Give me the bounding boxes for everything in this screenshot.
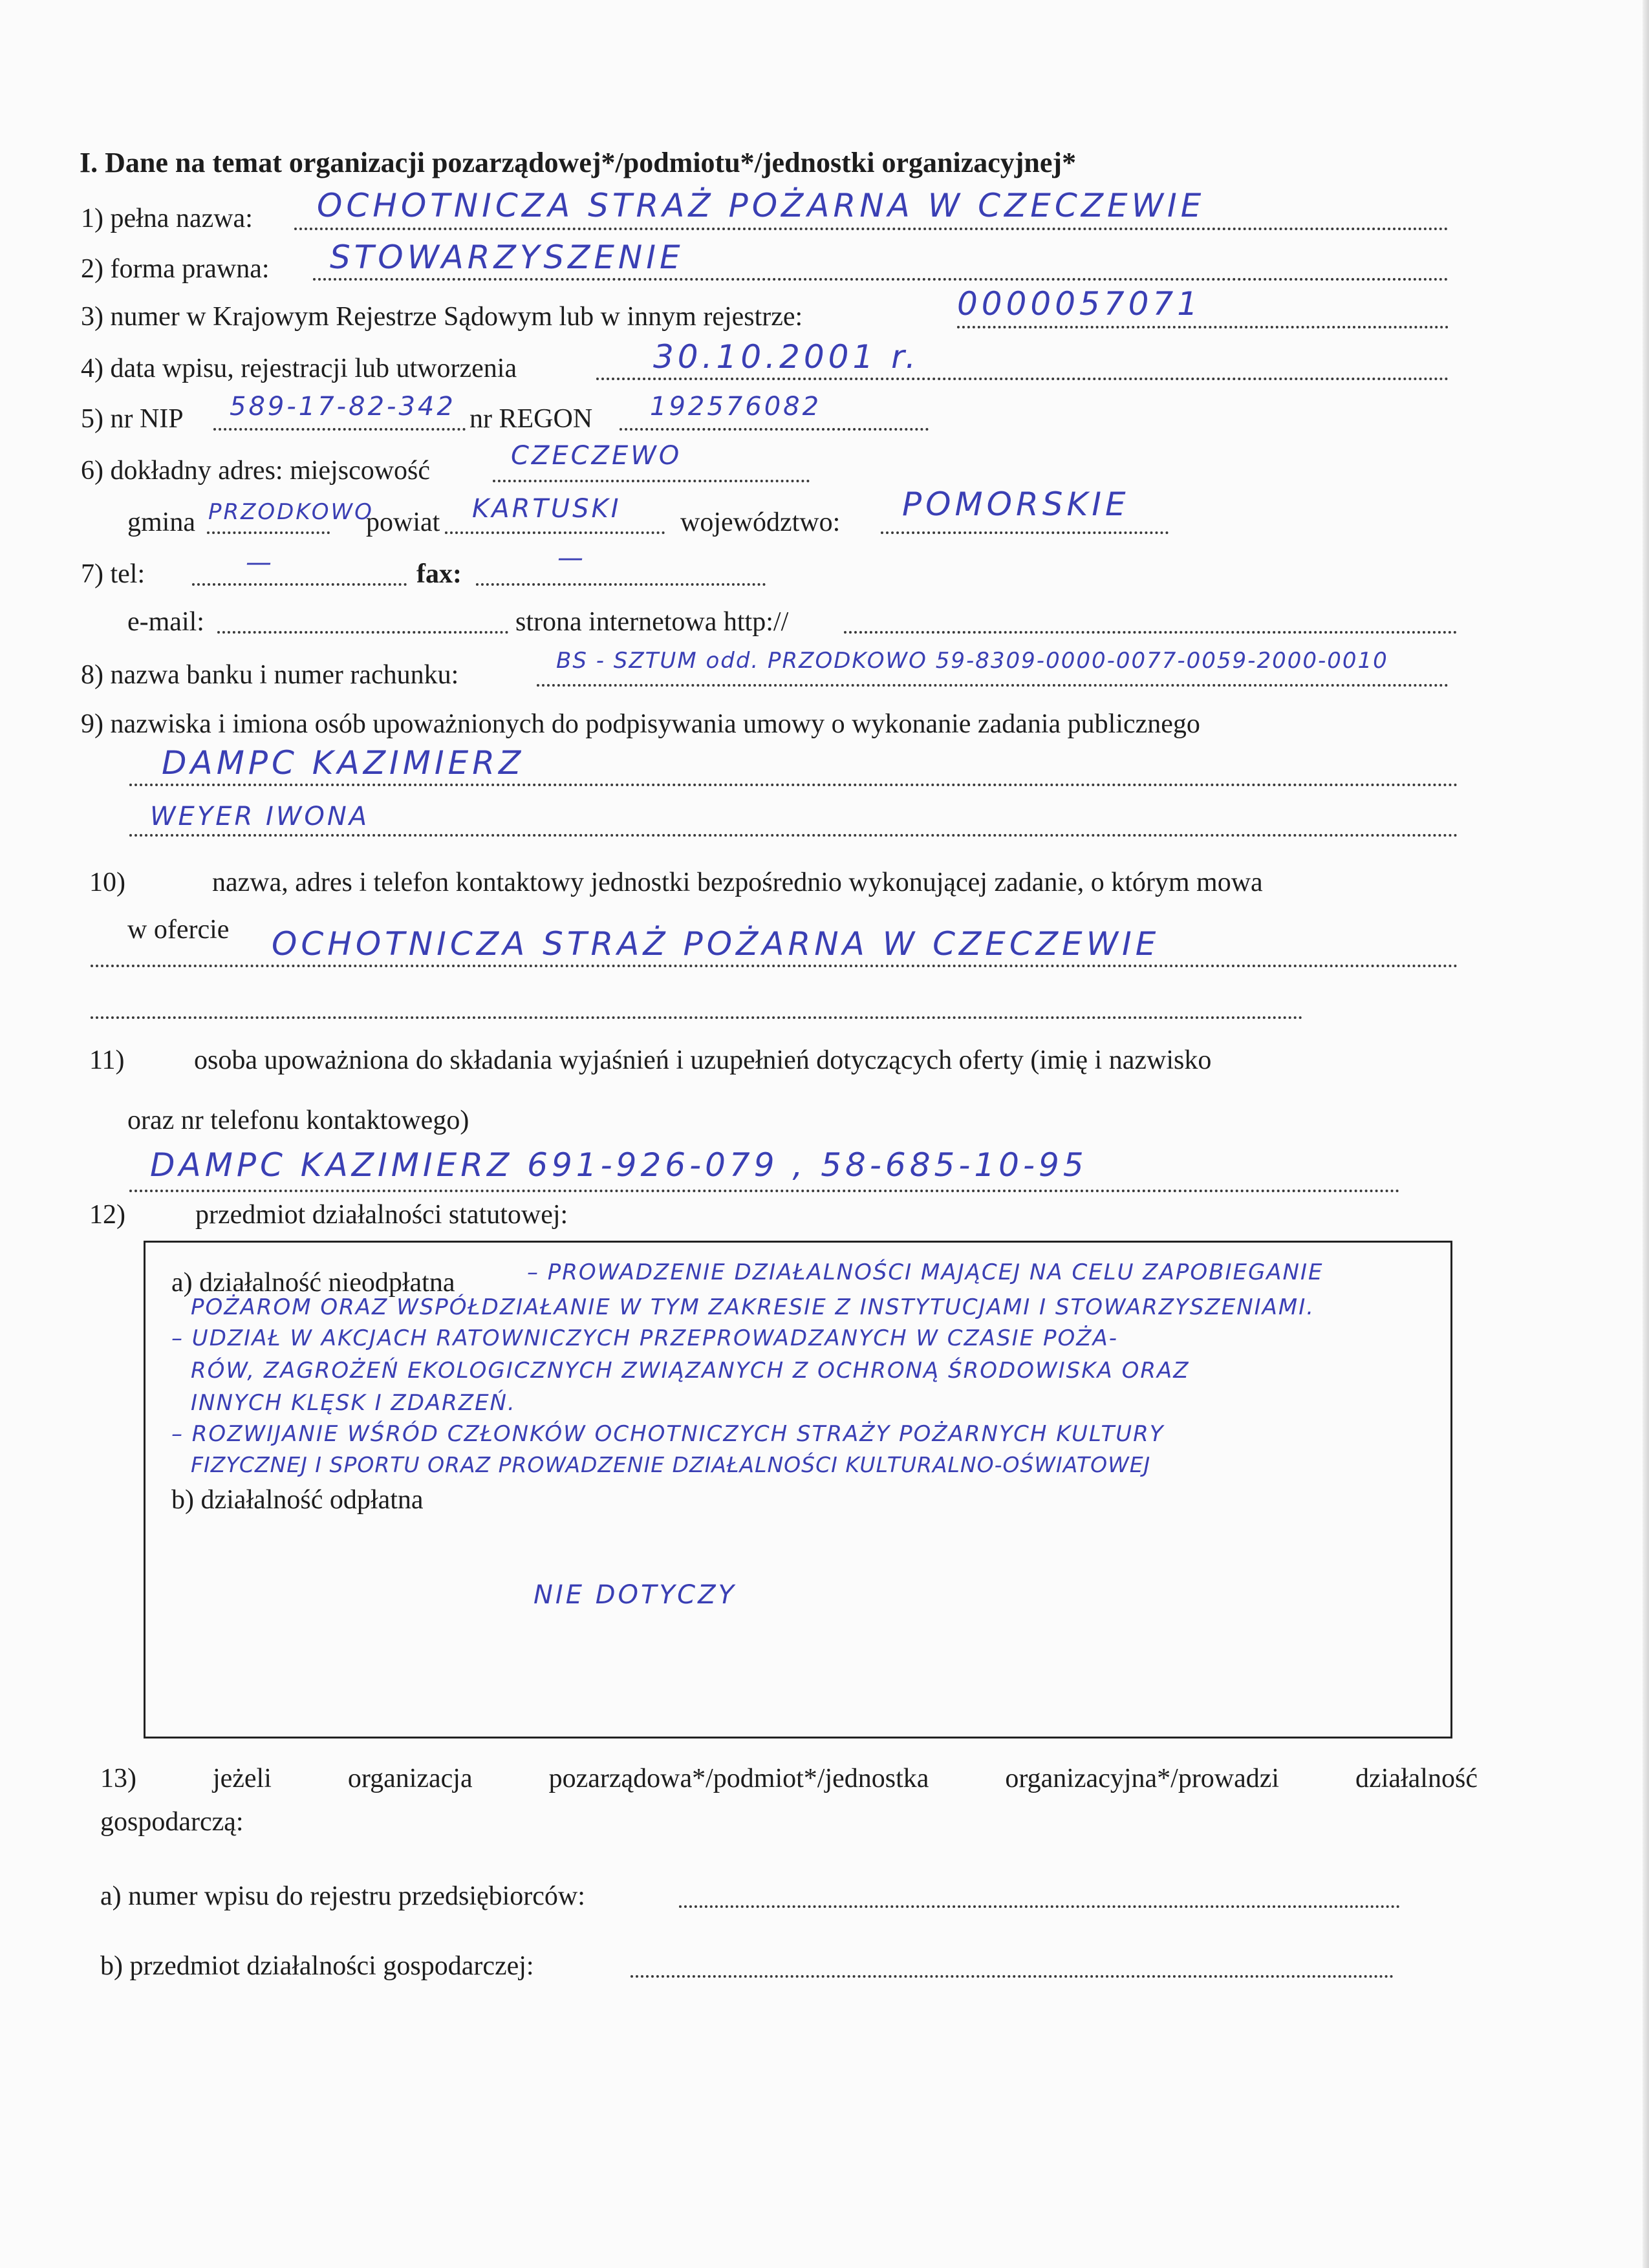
field-12a-line-1[interactable]: – PROWADZENIE DZIAŁALNOŚCI MAJĄCEJ NA CELU ZAPOBIEGANIE: [527, 1259, 1324, 1285]
field-12-number: 12): [89, 1200, 125, 1230]
field-9-person-1[interactable]: DAMPC KAZIMIERZ: [162, 744, 525, 782]
field-6-powiat-value[interactable]: KARTUSKI: [472, 494, 621, 524]
field-6-powiat-line: [445, 531, 665, 534]
field-5-nip-label: 5) nr NIP: [81, 404, 184, 434]
field-2-label: 2) forma prawna:: [81, 254, 270, 284]
field-6-miejscowosc-line: [493, 480, 810, 482]
field-4-label: 4) data wpisu, rejestracji lub utworzenia: [81, 354, 517, 383]
field-2-value[interactable]: STOWARZYSZENIE: [330, 239, 684, 276]
statutory-activity-box: [144, 1241, 1452, 1738]
field-13-word: organizacja: [347, 1764, 473, 1793]
field-6-miejscowosc-value[interactable]: CZECZEWO: [511, 441, 682, 471]
field-7-www-line[interactable]: [844, 631, 1457, 634]
field-12a-line-2[interactable]: POŻAROM ORAZ WSPÓŁDZIAŁANIE W TYM ZAKRESIE Z INSTYTUCJAMI I STOWARZYSZENIAMI.: [191, 1294, 1315, 1320]
field-6-woj-value[interactable]: POMORSKIE: [902, 486, 1130, 523]
field-3-line: [957, 326, 1449, 328]
field-12b-value[interactable]: NIE DOTYCZY: [534, 1580, 737, 1610]
field-7-email-label: e-mail:: [127, 607, 204, 637]
field-5-regon-label: nr REGON: [469, 404, 593, 434]
field-13a-line[interactable]: [679, 1905, 1400, 1908]
field-7-email-line[interactable]: [217, 631, 508, 634]
field-6-gmina-label: gmina: [127, 508, 195, 537]
field-8-value[interactable]: BS - SZTUM odd. PRZODKOWO 59-8309-0000-0077-0059-2000-0010: [556, 648, 1388, 674]
field-5-nip-value[interactable]: 589-17-82-342: [230, 392, 456, 422]
field-6-powiat-label: powiat: [366, 508, 440, 537]
field-6-woj-label: województwo:: [680, 508, 841, 537]
field-13-word: pozarządowa*/podmiot*/jednostka: [548, 1764, 929, 1793]
field-9-label: 9) nazwiska i imiona osób upoważnionych do podpisywania umowy o wykonanie zadania publicznego: [81, 709, 1200, 739]
field-11-text: osoba upoważniona do składania wyjaśnień i uzupełnień dotyczących oferty (imię i nazwisko: [194, 1045, 1212, 1075]
field-7-fax-value[interactable]: —: [557, 543, 586, 573]
field-1-value[interactable]: OCHOTNICZA STRAŻ POŻARNA W CZECZEWIE: [317, 187, 1205, 224]
field-7-fax-label: fax:: [416, 559, 462, 589]
field-12a-line-3[interactable]: – UDZIAŁ W AKCJACH RATOWNICZYCH PRZEPROWADZANYCH W CZASIE POŻA-: [171, 1325, 1119, 1351]
field-3-value[interactable]: 0000057071: [957, 285, 1202, 323]
field-5-nip-line: [213, 428, 466, 431]
field-9-line-2: [129, 834, 1458, 837]
field-12a-line-5[interactable]: INNYCH KLĘSK I ZDARZEŃ.: [191, 1390, 516, 1416]
field-13-word: 13): [100, 1764, 136, 1793]
field-13-word: działalność: [1355, 1764, 1478, 1793]
field-8-line: [537, 684, 1449, 687]
field-10-number: 10): [89, 868, 125, 897]
field-11-number: 11): [89, 1045, 125, 1075]
field-11-value[interactable]: DAMPC KAZIMIERZ 691-926-079 , 58-685-10-95: [150, 1146, 1088, 1184]
field-11-line: [129, 1190, 1400, 1192]
field-5-regon-line: [620, 428, 929, 431]
field-4-line: [596, 378, 1449, 380]
field-13a-label: a) numer wpisu do rejestru przedsiębiorców:: [100, 1881, 585, 1911]
section-title: I. Dane na temat organizacji pozarządowej*/podmiotu*/jednostki organizacyjnej*: [80, 147, 1077, 178]
field-7-fax-line: [476, 583, 766, 586]
field-4-value[interactable]: 30.10.2001 r.: [653, 338, 920, 376]
field-10-value[interactable]: OCHOTNICZA STRAŻ POŻARNA W CZECZEWIE: [272, 925, 1160, 963]
field-6-label: 6) dokładny adres: miejscowość: [81, 456, 431, 486]
field-12-text: przedmiot działalności statutowej:: [195, 1200, 568, 1230]
field-12a-line-6[interactable]: – ROZWIJANIE WŚRÓD CZŁONKÓW OCHOTNICZYCH STRAŻY POŻARNYCH KULTURY: [171, 1421, 1165, 1447]
field-9-line-1: [129, 784, 1458, 786]
field-12a-label: a) działalność nieodpłatna: [171, 1268, 455, 1298]
field-7-tel-value[interactable]: —: [246, 548, 274, 577]
field-10-line-2: [91, 1016, 1303, 1019]
field-6-gmina-value[interactable]: PRZODKOWO: [208, 499, 374, 525]
field-7-www-label: strona internetowa http://: [515, 607, 789, 637]
field-6-woj-line: [881, 531, 1169, 534]
field-13-text-2: gospodarczą:: [100, 1807, 244, 1837]
field-5-regon-value[interactable]: 192576082: [650, 392, 822, 422]
field-13-word: jeżeli: [212, 1764, 272, 1793]
field-7-tel-line: [192, 583, 407, 586]
field-12a-line-7[interactable]: FIZYCZNEJ I SPORTU ORAZ PROWADZENIE DZIAŁALNOŚCI KULTURALNO-OŚWIATOWEJ: [191, 1452, 1151, 1477]
field-12b-label: b) działalność odpłatna: [171, 1485, 424, 1515]
field-13-text-row: [100, 1760, 1478, 1797]
field-7-tel-label: 7) tel:: [81, 559, 146, 589]
field-13b-label: b) przedmiot działalności gospodarczej:: [100, 1951, 534, 1981]
field-13-word: organizacyjna*/prowadzi: [1005, 1764, 1280, 1793]
field-3-label: 3) numer w Krajowym Rejestrze Sądowym lub w innym rejestrze:: [81, 302, 803, 332]
field-10-line-1: [91, 965, 1458, 967]
field-13b-line[interactable]: [630, 1975, 1394, 1978]
field-6-gmina-line: [207, 531, 330, 534]
page-edge-shadow: [1643, 0, 1649, 2268]
field-10-text-2: w ofercie: [127, 915, 230, 945]
field-12a-line-4[interactable]: RÓW, ZAGROŻEŃ EKOLOGICZNYCH ZWIĄZANYCH Z OCHRONĄ ŚRODOWISKA ORAZ: [191, 1358, 1190, 1384]
field-11-text-2: oraz nr telefonu kontaktowego): [127, 1106, 469, 1135]
field-2-line: [313, 278, 1449, 281]
field-1-label: 1) pełna nazwa:: [81, 204, 253, 233]
field-9-person-2[interactable]: WEYER IWONA: [150, 802, 370, 831]
field-10-text: nazwa, adres i telefon kontaktowy jednostki bezpośrednio wykonującej zadanie, o którym mowa: [212, 868, 1263, 897]
field-1-line: [294, 228, 1449, 230]
field-8-label: 8) nazwa banku i numer rachunku:: [81, 660, 459, 690]
